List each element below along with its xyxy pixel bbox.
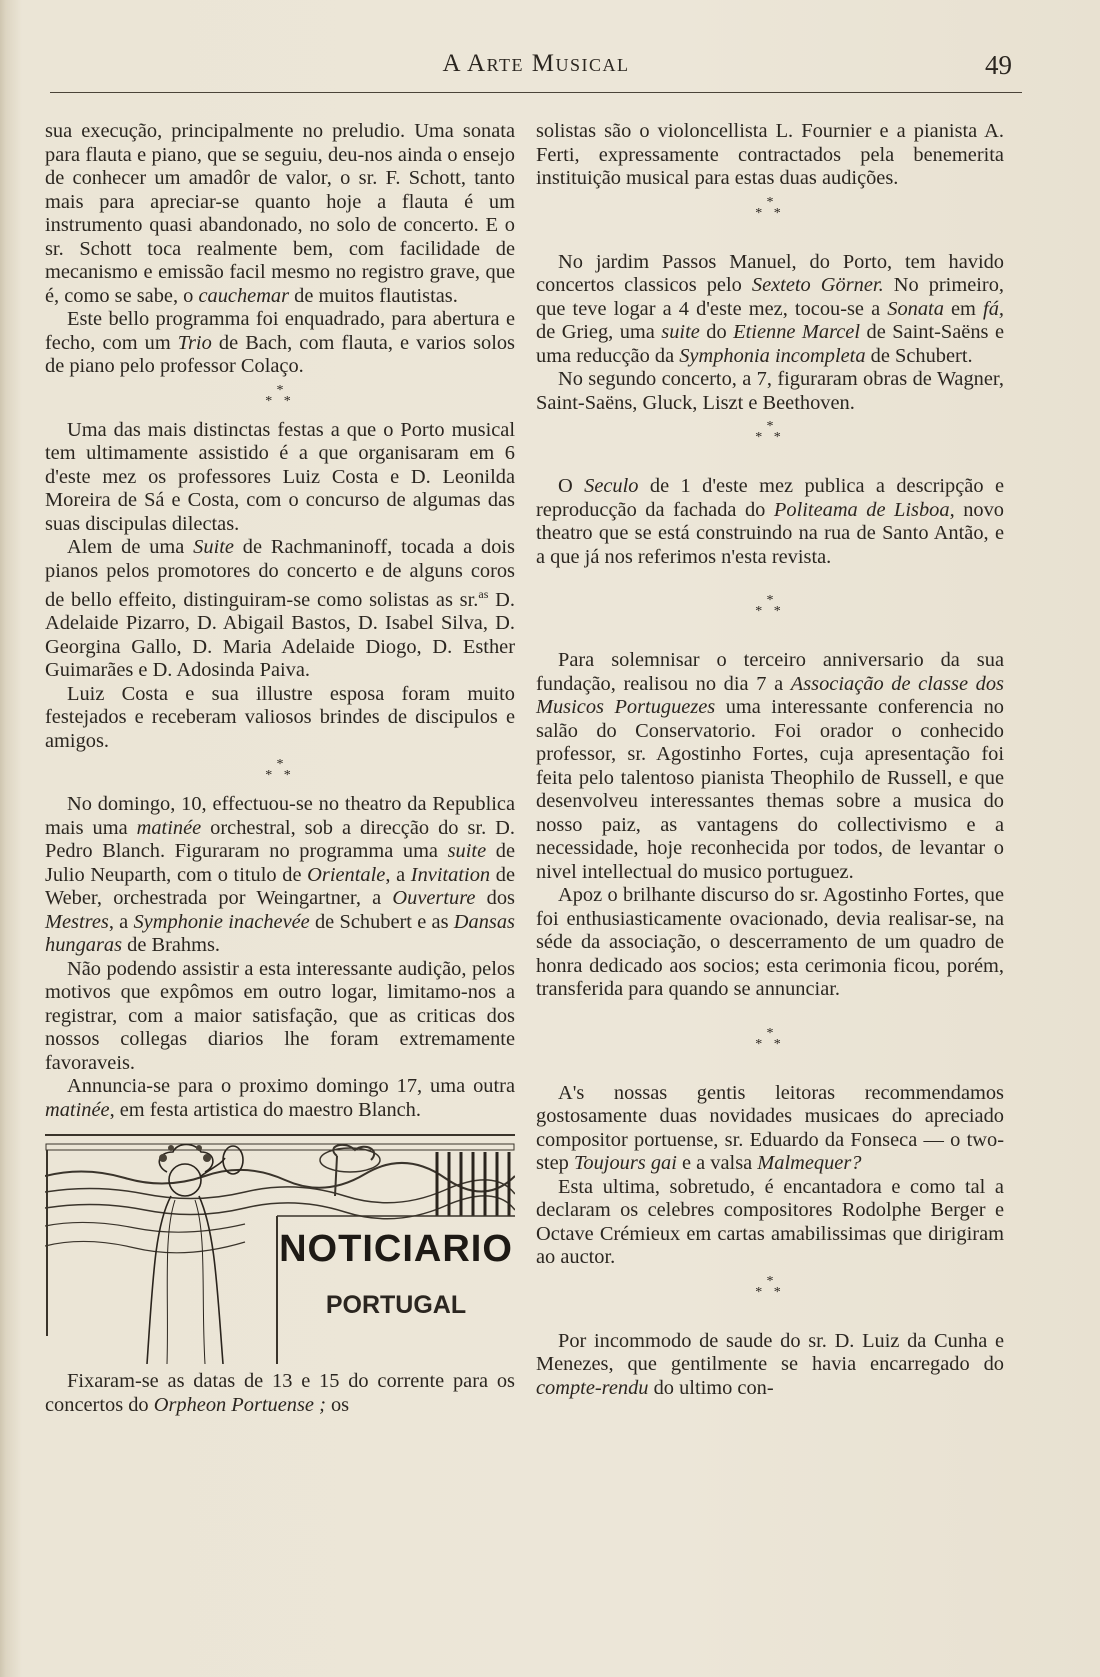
paragraph: No jardim Passos Manuel, do Porto, tem havido concertos classicos pelo Sexteto Görner. No primeiro, que teve logar a 4 d'este mez, tocou-se a Sonata em fá, de Grieg, uma suite do Etienne Marcel de Saint-Saëns e uma reducção da Symphonia incompleta de Schubert.	[536, 250, 1005, 367]
section-divider: * * *	[755, 1273, 785, 1300]
section-subtitle: PORTUGAL	[325, 1291, 467, 1320]
section-title: NOTICIARIO	[279, 1228, 513, 1271]
paragraph: Alem de uma Suite de Rachmaninoff, tocada a dois pianos pelos promotores do concerto e de alguns coros de bello effeito, distinguiram-se como solistas as sr.$^{as}$ D. Adelaide Pizarro, D. Abigail Bastos, D. Isabel Silva, D. Georgina Gallo, D. Maria Adelaide Diogo, D. Esther Guimarães e D. Adosinda Paiva.	[45, 536, 516, 682]
paragraph: Annuncia-se para o proximo domingo 17, uma outra matinée, em festa artistica do maestro Blanch.	[45, 1075, 515, 1121]
section-divider: * * *	[755, 194, 785, 221]
paragraph: O Seculo de 1 d'este mez publica a descripção e reproducção da fachada do Politeama de Lisboa, novo theatro que se está construindo na rua de Santo Antão, e a que já nos referimos n'esta revista.	[536, 475, 1004, 568]
paragraph: Esta ultima, sobretudo, é encantadora e como tal a declaram os celebres compositores Rodolphe Berger e Octave Crémieux em cartas amabilissimas que dirigiram ao auctor.	[536, 1175, 1004, 1268]
section-divider: * * *	[755, 593, 785, 619]
paragraph: Apoz o brilhante discurso do sr. Agostinho Fortes, que foi enthusiasticamente ovacionado, devia realisar-se, na séde da associação, o descerramento de um quadro de honra dedicado aos socios; esta cerimonia ficou, porém, transferida para quando se annunciar.	[536, 884, 1004, 1000]
paragraph: No domingo, 10, effectuou-se no theatro da Republica mais uma matinée orchestral, sob a direcção do sr. D. Pedro Blanch. Figuraram no programma uma suite de Julio Neuparth, com o titulo de Orientale, a Invitation de Weber, orchestrada por Weingartner, a Ouverture dos Mestres, a Symphonie inachevée de Schubert e as Dansas hungaras de Brahms.	[45, 793, 515, 957]
paragraph: Luiz Costa e sua illustre esposa foram muito festejados e receberam valiosos brindes de discipulos e amigos.	[45, 682, 515, 752]
paragraph: Este bello programma foi enquadrado, para abertura e fecho, com um Trio de Bach, com flauta, e varios solos de piano pelo professor Colaço.	[45, 308, 515, 377]
paragraph: Por incommodo de saude do sr. D. Luiz da Cunha e Menezes, que gentilmente se havia encarregado do compte-rendu do ultimo con-	[536, 1329, 1004, 1399]
section-divider: * * *	[265, 382, 295, 409]
page-number: 49	[985, 50, 1012, 80]
left-column	[45, 120, 515, 1417]
right-column	[536, 120, 1004, 1400]
paragraph: A's nossas gentis leitoras recommendamos gostosamente duas novidades musicaes do apreciado compositor portuense, sr. Eduardo da Fonseca — o two-step Toujours gai e a valsa Malmequer?	[536, 1081, 1004, 1174]
paragraph: No segundo concerto, a 7, figuraram obras de Wagner, Saint-Saëns, Gluck, Liszt e Beethoven.	[536, 368, 1004, 414]
paragraph: Para solemnisar o terceiro anniversario da sua fundação, realisou no dia 7 a Associação de classe dos Musicos Portuguezes uma interessante conferencia no salão do Conservatorio. Foi orador o conhecido professor, sr. Agostinho Fortes, cuja apresentação foi feita pelo talentoso pianista Theophilo de Russell, e que desenvolveu interessantes themas sobre a musica do nosso paiz, as vantagens do collectivismo e a necessidade, hoje reconhecida por todos, de levantar o nivel intellectual do musico portuguez.	[536, 649, 1004, 883]
section-divider: * * *	[755, 419, 785, 445]
journal-title: A Arte Musical	[442, 50, 630, 77]
noticiario-banner	[45, 1134, 515, 1364]
section-divider: * * *	[265, 757, 295, 784]
paragraph: Fixaram-se as datas de 13 e 15 do corrente para os concertos do Orpheon Portuense ; os	[45, 1370, 515, 1416]
paragraph: Não podendo assistir a esta interessante audição, pelos motivos que expômos em outro logar, limitamo-nos a registrar, com a maior satisfação, que as criticas dos nossos collegas diarios lhe foram extremamente favoraveis.	[45, 957, 515, 1074]
paragraph: Uma das mais distinctas festas a que o Porto musical tem ultimamente assistido é a que organisaram em 6 d'este mez os professores Luiz Costa e D. Leonilda Moreira de Sá e Costa, com o concurso de algumas das suas discipulas dilectas.	[45, 418, 515, 535]
running-header	[50, 48, 1022, 93]
paragraph: sua execução, principalmente no preludio. Uma sonata para flauta e piano, que se seguiu, deu-nos ainda o ensejo de conhecer um amadôr de valor, o sr. F. Schott, tanto mais para apreciar-se quanto hoje a flauta é um instrumento quasi abandonado, no solo de concerto. E o sr. Schott toca realmente bem, com facilidade de mecanismo e emissão facil mesmo no registro grave, que é, como se sabe, o cauchemar de muitos flautistas.	[45, 120, 515, 307]
section-divider: * * *	[755, 1025, 785, 1052]
paragraph: solistas são o violoncellista L. Fournier e a pianista A. Ferti, expressamente contractados pela benemerita instituição musical para estas duas audições.	[536, 120, 1004, 189]
